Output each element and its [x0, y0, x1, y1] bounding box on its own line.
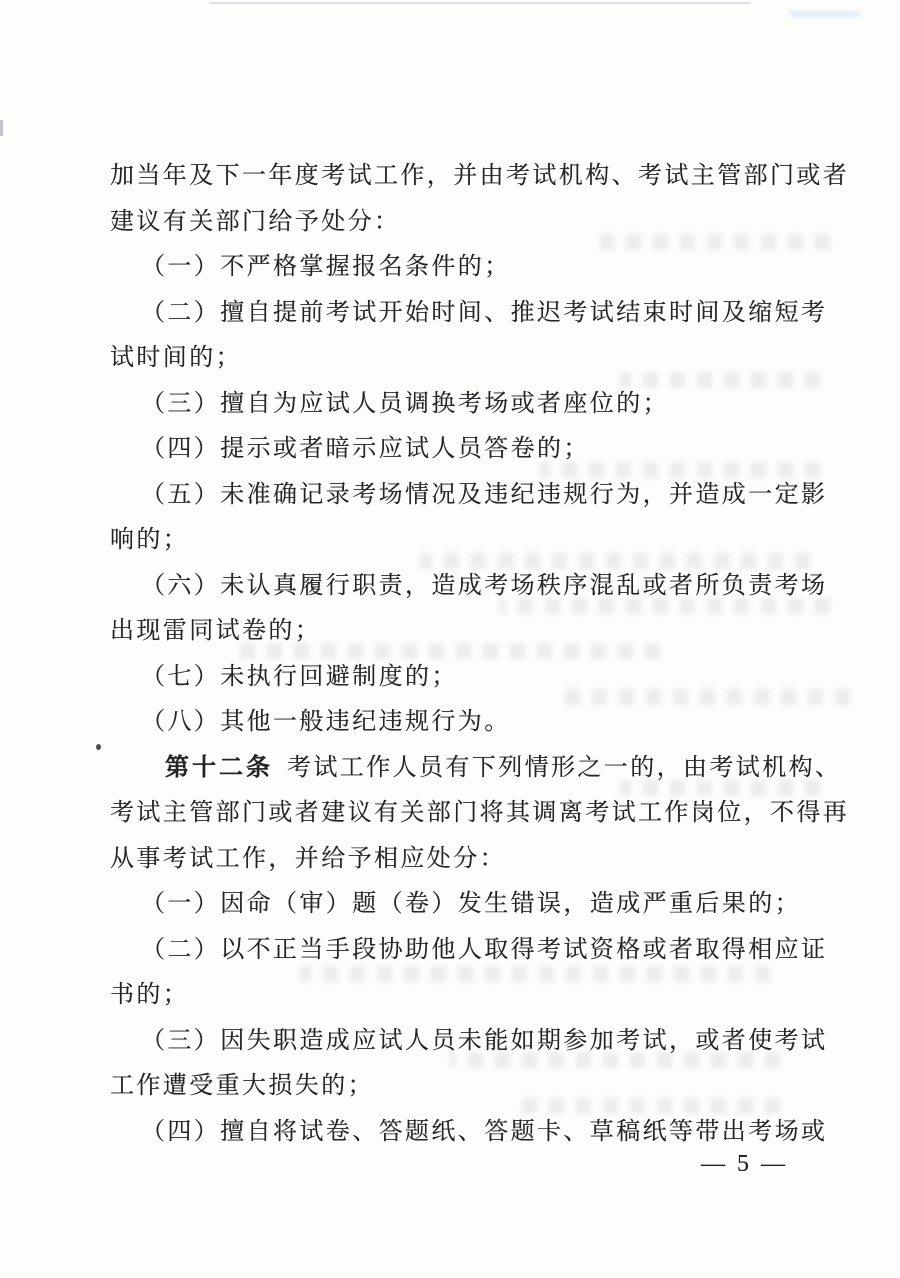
list-item-line: （八）其他一般违纪违规行为。 [141, 709, 511, 735]
text-line: 建议有关部门给予处分： [110, 208, 401, 235]
text-line: 试时间的； [110, 345, 242, 371]
article-12-line [110, 746, 842, 792]
list-item-line: （三）擅自为应试人员调换考场或者座位的； [141, 390, 669, 417]
text-line: 书的； [110, 982, 190, 1008]
scan-artifact [790, 11, 860, 17]
scan-artifact [0, 120, 3, 136]
text-line: 考试主管部门或者建议有关部门将其调离考试工作岗位，不得再 [110, 800, 850, 826]
scan-artifact [96, 744, 101, 750]
text-line: 加当年及下一年度考试工作，并由考试机构、考试主管部门或者 [110, 163, 850, 189]
list-item-line: （一）因命（审）题（卷）发生错误，造成严重后果的； [141, 891, 801, 917]
page-number: — 5 — [701, 1151, 788, 1177]
list-item-line: （五）未准确记录考场情况及违纪违规行为，并造成一定影 [141, 481, 828, 508]
list-item-line: （二）擅自提前考试开始时间、推迟考试结束时间及缩短考 [141, 299, 828, 326]
list-item-line: （三）因失职造成应试人员未能如期参加考试，或者使考试 [141, 1027, 828, 1054]
list-item-line: （四）提示或者暗示应试人员答卷的； [141, 436, 590, 462]
text-line: 从事考试工作，并给予相应处分： [110, 845, 506, 872]
scan-artifact [210, 2, 750, 4]
text-line: 响的； [110, 527, 190, 553]
text-line: 出现雷同试卷的； [110, 618, 322, 644]
list-item-line: （六）未认真履行职责，造成考场秩序混乱或者所负责考场 [141, 572, 828, 599]
document-body [110, 154, 850, 1155]
article-heading: 第十二条 [165, 754, 273, 781]
text-line: 工作遭受重大损失的； [110, 1073, 374, 1099]
list-item-line: （一）不严格掌握报名条件的； [141, 254, 511, 280]
list-item-line: （四）擅自将试卷、答题纸、答题卡、草稿纸等带出考场或 [141, 1118, 828, 1145]
list-item-line: （七）未执行回避制度的； [141, 663, 458, 690]
list-item-line: （二）以不正当手段协助他人取得考试资格或者取得相应证 [141, 936, 828, 963]
article-intro-text: 考试工作人员有下列情形之一的，由考试机构、 [287, 754, 842, 781]
